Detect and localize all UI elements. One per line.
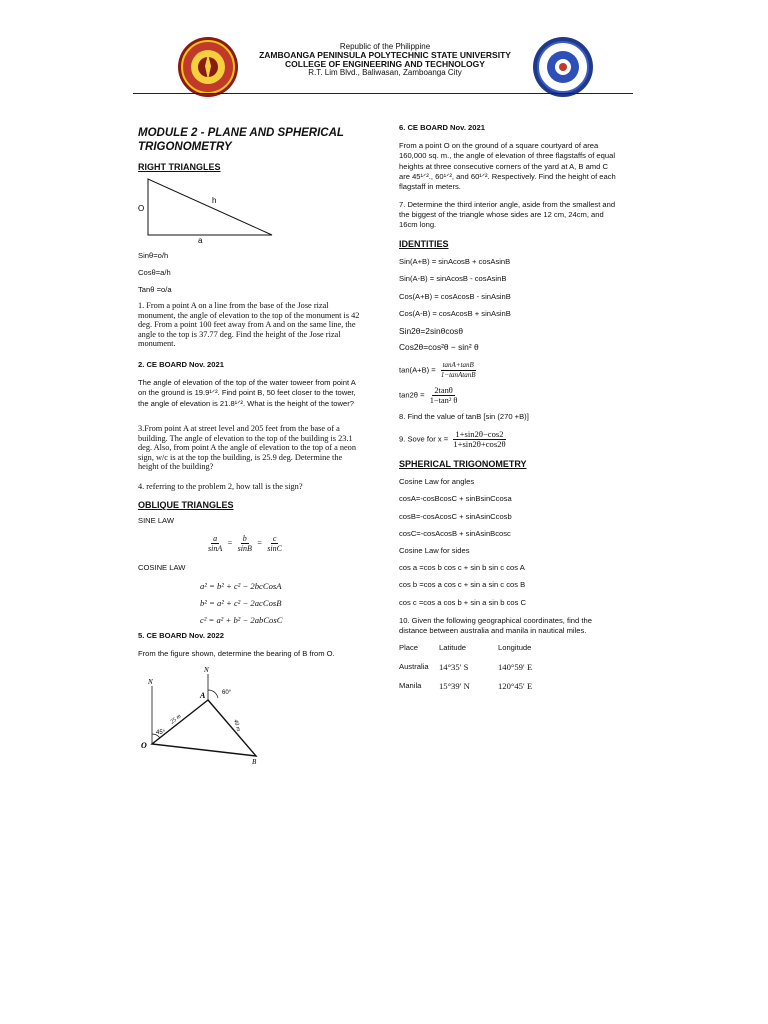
tan-sum-lhs: tan(A+B) = xyxy=(399,365,436,375)
problem-6 xyxy=(399,123,621,192)
identity-4: Cos(A-B) = cosAcosB + sinAsinB xyxy=(399,308,511,318)
tan-double-lhs: tan2θ = xyxy=(399,390,425,400)
left-column xyxy=(138,126,362,172)
oblique-section xyxy=(138,500,362,526)
tan-sum-den: 1−tanAtanB xyxy=(440,371,476,379)
header-university: ZAMBOANGA PENINSULA POLYTECHNIC STATE UNIVERSITY xyxy=(259,50,511,60)
cosine-law-angles-3: cosC=-cosAcosB + sinAsinBcosc xyxy=(399,528,511,538)
identity-5: Sin2θ=2sinθcosθ xyxy=(399,326,464,337)
geo-header-latitude: Latitude xyxy=(439,643,467,652)
geo-place: Australia xyxy=(399,662,429,671)
fig-point-a: A xyxy=(200,691,206,700)
problem-4-text: 4. referring to the problem 2, how tall is the sign? xyxy=(138,482,303,491)
bearing-figure xyxy=(138,662,278,774)
problem-5-text: From the figure shown, determine the bearing of B from O. xyxy=(138,649,335,659)
geo-longitude: 120°45′ E xyxy=(498,680,533,691)
fig-length-25: 25 m xyxy=(169,713,183,726)
tan-double-den: 1−tan² θ xyxy=(429,396,458,405)
identities-section xyxy=(399,239,621,352)
fig-angle-45: 45° xyxy=(156,730,166,736)
sl-c: c xyxy=(272,534,277,543)
problem-1-text: 1. From a point A on a line from the base of the Jose rizal monument, the angle of elevation to the top of the monument is 42 deg. From a point 100 feet away from A and on the same line, the angle to the top is 37.77 deg. Find the height of the Jose rizal monument. xyxy=(138,301,360,349)
tri-label-a: a xyxy=(198,236,203,245)
section-oblique-triangles: OBLIQUE TRIANGLES xyxy=(138,500,234,510)
sl-sinc: sinC xyxy=(267,544,282,553)
cosine-law-angles-label: Cosine Law for angles xyxy=(399,477,475,487)
tan-sum-num: tanA+tanB xyxy=(442,361,474,369)
fig-angle-60: 60° xyxy=(222,690,232,696)
problem-2-heading: 2. CE BOARD Nov. 2021 xyxy=(138,360,224,369)
problem-6-text: From a point O on the ground of a square courtyard of area 160,000 sq. m., the angle of elevation of three flagstaffs of equal heights at three consecutive corners of the yard at A, B amd C are 45¹ᐟ²., 60¹ᐟ², and 60¹ᐟ². Respectively. Find the height of each flagstaff in meters. xyxy=(399,141,616,192)
header-college: COLLEGE OF ENGINEERING AND TECHNOLOGY xyxy=(285,59,485,69)
cosine-law-3: c² = a² + b² − 2abCosC xyxy=(200,615,283,625)
sl-b: b xyxy=(242,534,247,543)
problem-9-num: 1+sin2θ−cos2 xyxy=(455,429,504,439)
header-republic: Republic of the Philippine xyxy=(339,42,431,51)
identity-3: Cos(A+B) = cosAcosB - sinAsinB xyxy=(399,291,511,301)
problem-3 xyxy=(138,424,360,472)
cosine-law-sides-label: Cosine Law for sides xyxy=(399,546,470,556)
sl-sina: sinA xyxy=(208,544,223,553)
fig-point-b: B xyxy=(252,758,257,766)
module-title-line1: MODULE 2 - PLANE AND SPHERICAL xyxy=(138,127,344,139)
tan-sum-identity xyxy=(399,361,479,380)
cosine-law-angles-2: cosB=-cosAcosC + sinAsinCcosb xyxy=(399,511,512,521)
section-right-triangles: RIGHT TRIANGLES xyxy=(138,162,221,172)
cosine-law-equations xyxy=(200,578,282,629)
cosine-law-1: a² = b² + c² − 2bcCosA xyxy=(200,581,282,591)
cosine-law-sides-1: cos a =cos b cos c + sin b sin c cos A xyxy=(399,563,525,573)
header-divider xyxy=(133,93,633,94)
geo-longitude: 140°59′ E xyxy=(498,661,533,672)
geo-table xyxy=(399,643,532,695)
right-triangle-figure xyxy=(138,175,278,245)
cosine-law-label: COSINE LAW xyxy=(138,563,186,572)
fig-north-o: N xyxy=(148,678,153,686)
problem-4 xyxy=(138,482,362,492)
sl-a: a xyxy=(213,534,218,543)
problem-8 xyxy=(399,412,621,422)
problem-6-heading: 6. CE BOARD Nov. 2021 xyxy=(399,123,485,132)
problem-9 xyxy=(399,430,509,449)
problem-8-text: 8. Find the value of tanB [sin (270 +B)] xyxy=(399,412,529,421)
sine-law-equation: $\frac{a}{\sin A}$ = $\frac{b}{\sin B}$ = $\frac{c}{\sin C}$ xyxy=(208,534,282,553)
college-seal-right-icon xyxy=(532,36,594,98)
problem-2 xyxy=(138,360,362,409)
tan-double-num: 2tanθ xyxy=(434,386,453,395)
problem-1 xyxy=(138,301,360,349)
identity-6: Cos2θ=cos²θ − sin² θ xyxy=(399,342,479,353)
geo-row-australia xyxy=(399,657,532,676)
cosine-law-label-wrap xyxy=(138,563,362,573)
problem-9-lhs: 9. Sove for x = xyxy=(399,434,449,444)
geo-row-manila xyxy=(399,676,532,695)
geo-place: Manila xyxy=(399,681,422,690)
fig-north-a: N xyxy=(204,666,209,674)
tri-label-h: h xyxy=(212,196,217,205)
identity-1: Sin(A+B) = sinAcosB + cosAsinB xyxy=(399,257,511,267)
spherical-section xyxy=(399,459,621,636)
tan-definition: Tanθ =o/a xyxy=(138,285,172,295)
cosine-law-sides-2: cos b =cos a cos c + sin a sin c cos B xyxy=(399,580,526,590)
problem-2-text: The angle of elevation of the top of the water toweer from point A on the ground is 19.9¹ᐟ². Find point B, 50 feet closer to the tower, the angle of elevation is 21.8¹ᐟ². What is the height of the tower? xyxy=(138,378,356,408)
sine-law-label: SINE LAW xyxy=(138,516,175,526)
cosine-law-sides-3: cos c =cos a cos b + sin a sin b cos C xyxy=(399,597,527,607)
fig-point-o: O xyxy=(141,741,147,750)
header-address: R.T. Lim Blvd., Baliwasan, Zamboanga City xyxy=(308,68,462,77)
cosine-law-angles-1: cosA=-cosBcosC + sinBsinCcosa xyxy=(399,494,512,504)
problem-10-text: 10. Given the following geographical coordinates, find the distance between australia and manila in nautical miles. xyxy=(399,615,592,636)
module-title-line2: TRIGONOMETRY xyxy=(138,141,232,153)
geo-latitude: 14°35′ S xyxy=(439,661,469,672)
sin-definition: Sinθ=o/h xyxy=(138,251,169,260)
tan-double-identity xyxy=(399,386,460,405)
problem-3-text: 3.From point A at street level and 205 feet from the base of a building. The angle of elevation to the top of the building is 23.1 deg. Also, from point A the angle of elevation to the top of a neon sign, w/c is at the top the building, is 25.9 deg. Determine the height of the building? xyxy=(138,424,356,472)
problem-7 xyxy=(399,200,621,231)
cosine-law-2: b² = a² + c² − 2acCosB xyxy=(200,598,282,608)
geo-header-row xyxy=(399,643,532,657)
problem-5 xyxy=(138,631,364,659)
section-spherical-trigonometry: SPHERICAL TRIGONOMETRY xyxy=(399,459,527,469)
tri-label-o: O xyxy=(138,204,145,213)
left-defs xyxy=(138,251,362,296)
identity-2: Sin(A-B) = sinAcosB - cosAsinB xyxy=(399,274,507,284)
problem-7-text: 7. Determine the third interior angle, aside from the smallest and the biggest of the triangle whose sides are 12 cm, 24cm, and 16cm long. xyxy=(399,200,616,230)
geo-header-place: Place xyxy=(399,643,418,652)
geo-header-longitude: Longitude xyxy=(498,643,532,652)
problem-9-den: 1+sin2θ+cos2θ xyxy=(453,439,506,449)
cos-definition: Cosθ=a/h xyxy=(138,268,171,278)
geo-latitude: 15°39′ N xyxy=(439,680,470,691)
fig-length-40: 40 m xyxy=(232,718,242,732)
problem-5-heading: 5. CE BOARD Nov. 2022 xyxy=(138,631,224,640)
section-identities: IDENTITIES xyxy=(399,239,449,249)
sl-sinb: sinB xyxy=(237,544,252,553)
